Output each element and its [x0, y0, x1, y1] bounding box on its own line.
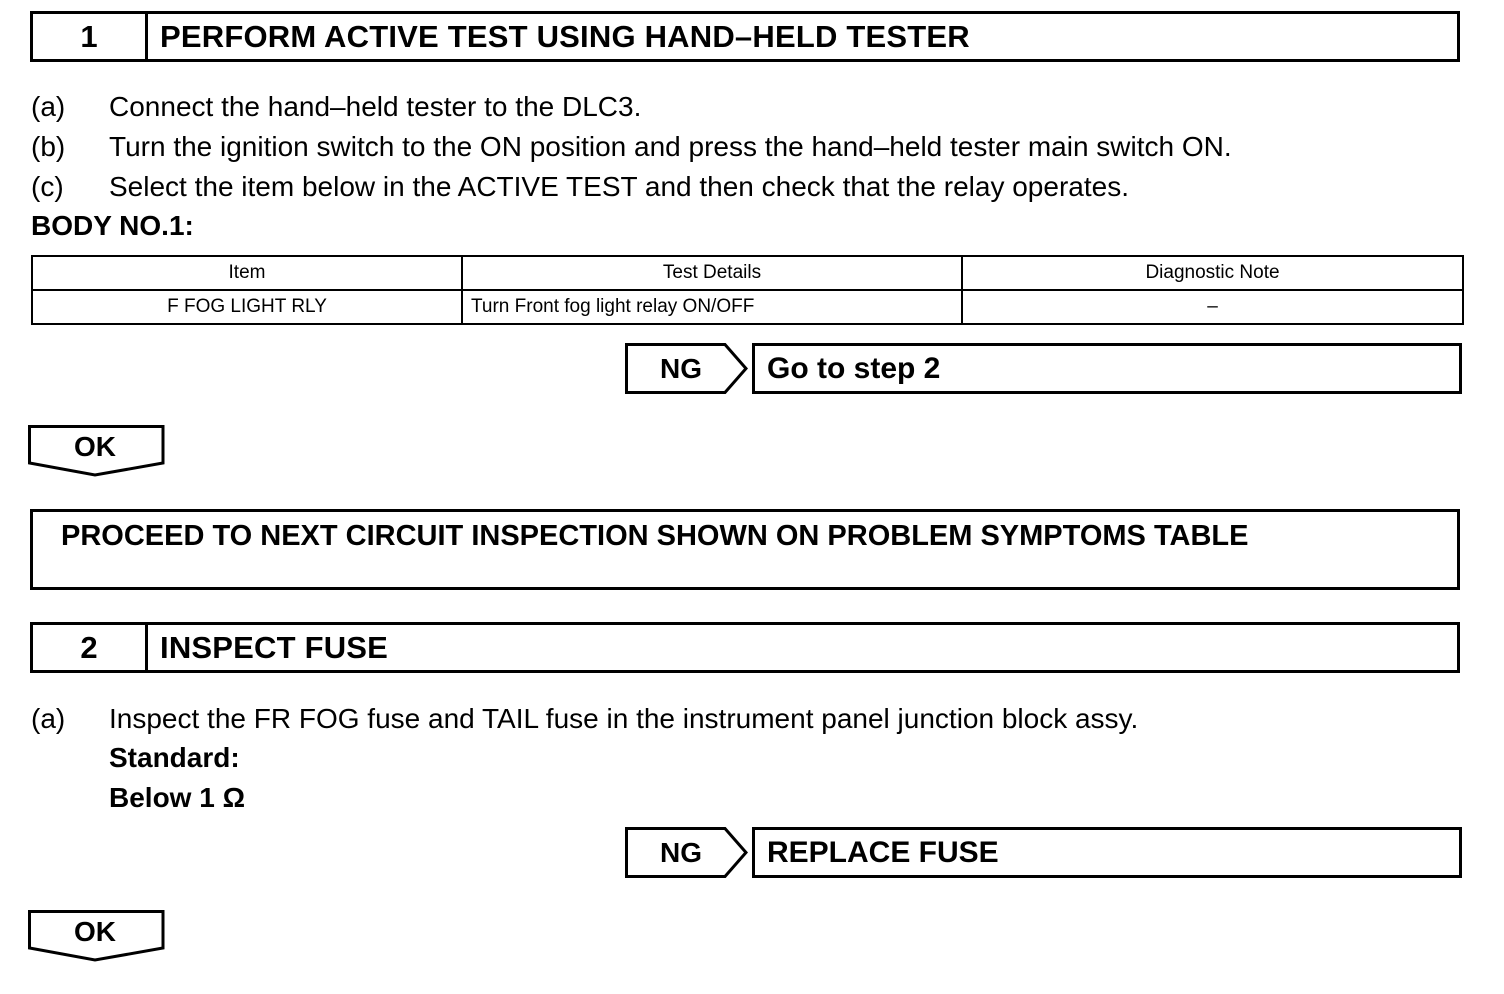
column-header-test-details: Test Details	[462, 256, 962, 290]
column-header-diagnostic-note: Diagnostic Note	[962, 256, 1463, 290]
instruction-label: (b)	[31, 131, 66, 162]
instruction-text: Connect the hand–held tester to the DLC3.	[109, 91, 642, 122]
step-title: PERFORM ACTIVE TEST USING HAND–HELD TESTER	[160, 18, 970, 54]
table-cell-item: F FOG LIGHT RLY	[32, 290, 462, 324]
step-1-header	[30, 11, 1460, 62]
ok-branch	[28, 910, 166, 962]
step-title: INSPECT FUSE	[160, 629, 389, 665]
table-header-row	[32, 256, 1463, 290]
instruction-label: (a)	[31, 703, 66, 734]
ok-branch	[28, 425, 166, 477]
step-number: 2	[33, 625, 148, 670]
ng-branch	[625, 827, 1462, 878]
instruction-text: Inspect the FR FOG fuse and TAIL fuse in the instrument panel junction block assy.	[109, 703, 1139, 734]
ng-result: Go to step 2	[752, 343, 1462, 394]
standard-value: Below 1 Ω	[109, 782, 246, 813]
step-2-header	[30, 622, 1460, 673]
ng-result: REPLACE FUSE	[752, 827, 1462, 878]
step-number: 1	[33, 14, 148, 59]
ng-label: NG	[660, 352, 702, 384]
proceed-box: PROCEED TO NEXT CIRCUIT INSPECTION SHOWN ON PROBLEM SYMPTOMS TABLE	[30, 509, 1460, 590]
table-cell-diagnostic-note: –	[962, 290, 1463, 324]
instruction-label: (c)	[31, 171, 64, 202]
standard-label: Standard:	[109, 742, 240, 773]
instruction-text: Turn the ignition switch to the ON position and press the hand–held tester main switch ON.	[109, 131, 1232, 162]
active-test-table	[31, 255, 1464, 325]
table-row	[32, 290, 1463, 324]
instruction-text: Select the item below in the ACTIVE TEST and then check that the relay operates.	[109, 171, 1129, 202]
ng-branch	[625, 343, 1462, 394]
ok-label: OK	[74, 916, 116, 947]
instruction-label: (a)	[31, 91, 66, 122]
column-header-item: Item	[32, 256, 462, 290]
ok-label: OK	[74, 431, 116, 462]
ng-label: NG	[660, 836, 702, 868]
table-cell-test-details: Turn Front fog light relay ON/OFF	[462, 290, 962, 324]
section-label: BODY NO.1:	[31, 210, 194, 241]
